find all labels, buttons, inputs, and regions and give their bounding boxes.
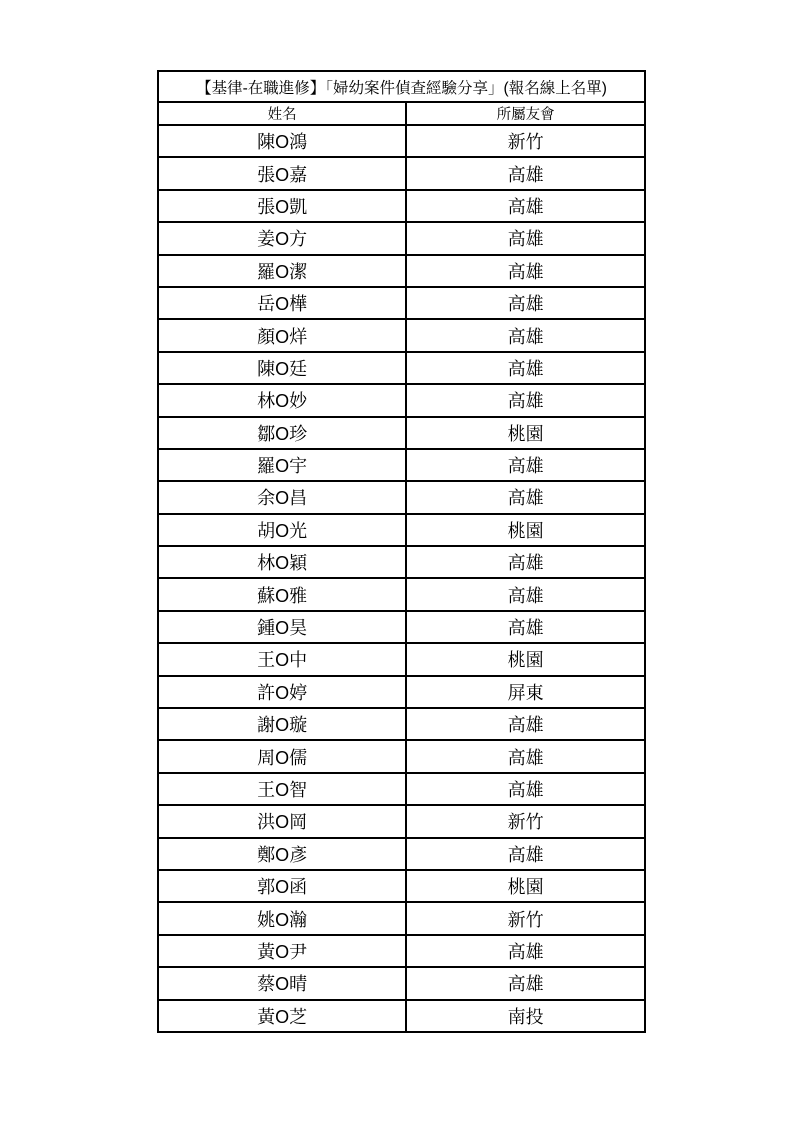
name-cell: 鄭O彥 xyxy=(158,838,406,870)
table-title: 【基律-在職進修】「婦幼案件偵查經驗分享」(報名線上名單) xyxy=(158,71,645,102)
name-cell: 蔡O晴 xyxy=(158,967,406,999)
table-header-row xyxy=(158,102,645,125)
name-cell: 王O中 xyxy=(158,643,406,675)
chapter-cell: 高雄 xyxy=(406,740,645,772)
chapter-cell: 桃園 xyxy=(406,417,645,449)
chapter-cell: 高雄 xyxy=(406,838,645,870)
table-row xyxy=(158,578,645,610)
name-cell: 許O婷 xyxy=(158,676,406,708)
table-row xyxy=(158,838,645,870)
name-cell: 羅O潔 xyxy=(158,255,406,287)
chapter-cell: 高雄 xyxy=(406,773,645,805)
table-row xyxy=(158,384,645,416)
chapter-cell: 新竹 xyxy=(406,902,645,934)
name-cell: 姚O瀚 xyxy=(158,902,406,934)
table-row xyxy=(158,125,645,157)
chapter-cell: 高雄 xyxy=(406,481,645,513)
name-cell: 陳O廷 xyxy=(158,352,406,384)
chapter-cell: 高雄 xyxy=(406,352,645,384)
name-cell: 黃O芝 xyxy=(158,1000,406,1032)
chapter-cell: 高雄 xyxy=(406,255,645,287)
table-row xyxy=(158,740,645,772)
chapter-cell: 高雄 xyxy=(406,222,645,254)
name-cell: 郭O函 xyxy=(158,870,406,902)
name-cell: 余O昌 xyxy=(158,481,406,513)
chapter-cell: 高雄 xyxy=(406,546,645,578)
table-row xyxy=(158,287,645,319)
column-header-name: 姓名 xyxy=(158,102,406,125)
table-row xyxy=(158,902,645,934)
name-cell: 顏O烊 xyxy=(158,319,406,351)
chapter-cell: 新竹 xyxy=(406,125,645,157)
table-row xyxy=(158,449,645,481)
table-row xyxy=(158,611,645,643)
name-cell: 洪O岡 xyxy=(158,805,406,837)
table-row xyxy=(158,514,645,546)
name-cell: 蘇O雅 xyxy=(158,578,406,610)
name-cell: 鍾O昊 xyxy=(158,611,406,643)
table-row xyxy=(158,870,645,902)
name-cell: 黃O尹 xyxy=(158,935,406,967)
table-row xyxy=(158,222,645,254)
name-cell: 謝O璇 xyxy=(158,708,406,740)
chapter-cell: 高雄 xyxy=(406,190,645,222)
table-row xyxy=(158,352,645,384)
table-row xyxy=(158,643,645,675)
table-row xyxy=(158,1000,645,1032)
name-cell: 羅O宇 xyxy=(158,449,406,481)
name-cell: 胡O光 xyxy=(158,514,406,546)
chapter-cell: 高雄 xyxy=(406,578,645,610)
name-cell: 岳O樺 xyxy=(158,287,406,319)
name-cell: 林O妙 xyxy=(158,384,406,416)
table-row xyxy=(158,481,645,513)
table-row xyxy=(158,708,645,740)
name-cell: 王O智 xyxy=(158,773,406,805)
chapter-cell: 高雄 xyxy=(406,935,645,967)
chapter-cell: 桃園 xyxy=(406,870,645,902)
chapter-cell: 桃園 xyxy=(406,514,645,546)
chapter-cell: 高雄 xyxy=(406,287,645,319)
table-row xyxy=(158,805,645,837)
chapter-cell: 屏東 xyxy=(406,676,645,708)
table-body xyxy=(158,125,645,1032)
table-row xyxy=(158,773,645,805)
column-header-chapter: 所屬友會 xyxy=(406,102,645,125)
table-row xyxy=(158,417,645,449)
name-cell: 林O穎 xyxy=(158,546,406,578)
chapter-cell: 高雄 xyxy=(406,319,645,351)
table-title-row xyxy=(158,71,645,102)
name-cell: 周O儒 xyxy=(158,740,406,772)
chapter-cell: 桃園 xyxy=(406,643,645,675)
name-cell: 張O嘉 xyxy=(158,157,406,189)
signup-roster-table xyxy=(157,70,646,1033)
table-row xyxy=(158,319,645,351)
name-cell: 陳O鴻 xyxy=(158,125,406,157)
name-cell: 鄒O珍 xyxy=(158,417,406,449)
chapter-cell: 高雄 xyxy=(406,449,645,481)
chapter-cell: 南投 xyxy=(406,1000,645,1032)
chapter-cell: 新竹 xyxy=(406,805,645,837)
chapter-cell: 高雄 xyxy=(406,611,645,643)
table-row xyxy=(158,546,645,578)
table-row xyxy=(158,967,645,999)
table-row xyxy=(158,190,645,222)
chapter-cell: 高雄 xyxy=(406,157,645,189)
name-cell: 姜O方 xyxy=(158,222,406,254)
chapter-cell: 高雄 xyxy=(406,384,645,416)
table-row xyxy=(158,676,645,708)
chapter-cell: 高雄 xyxy=(406,967,645,999)
table-row xyxy=(158,935,645,967)
chapter-cell: 高雄 xyxy=(406,708,645,740)
table-row xyxy=(158,255,645,287)
table-row xyxy=(158,157,645,189)
name-cell: 張O凱 xyxy=(158,190,406,222)
